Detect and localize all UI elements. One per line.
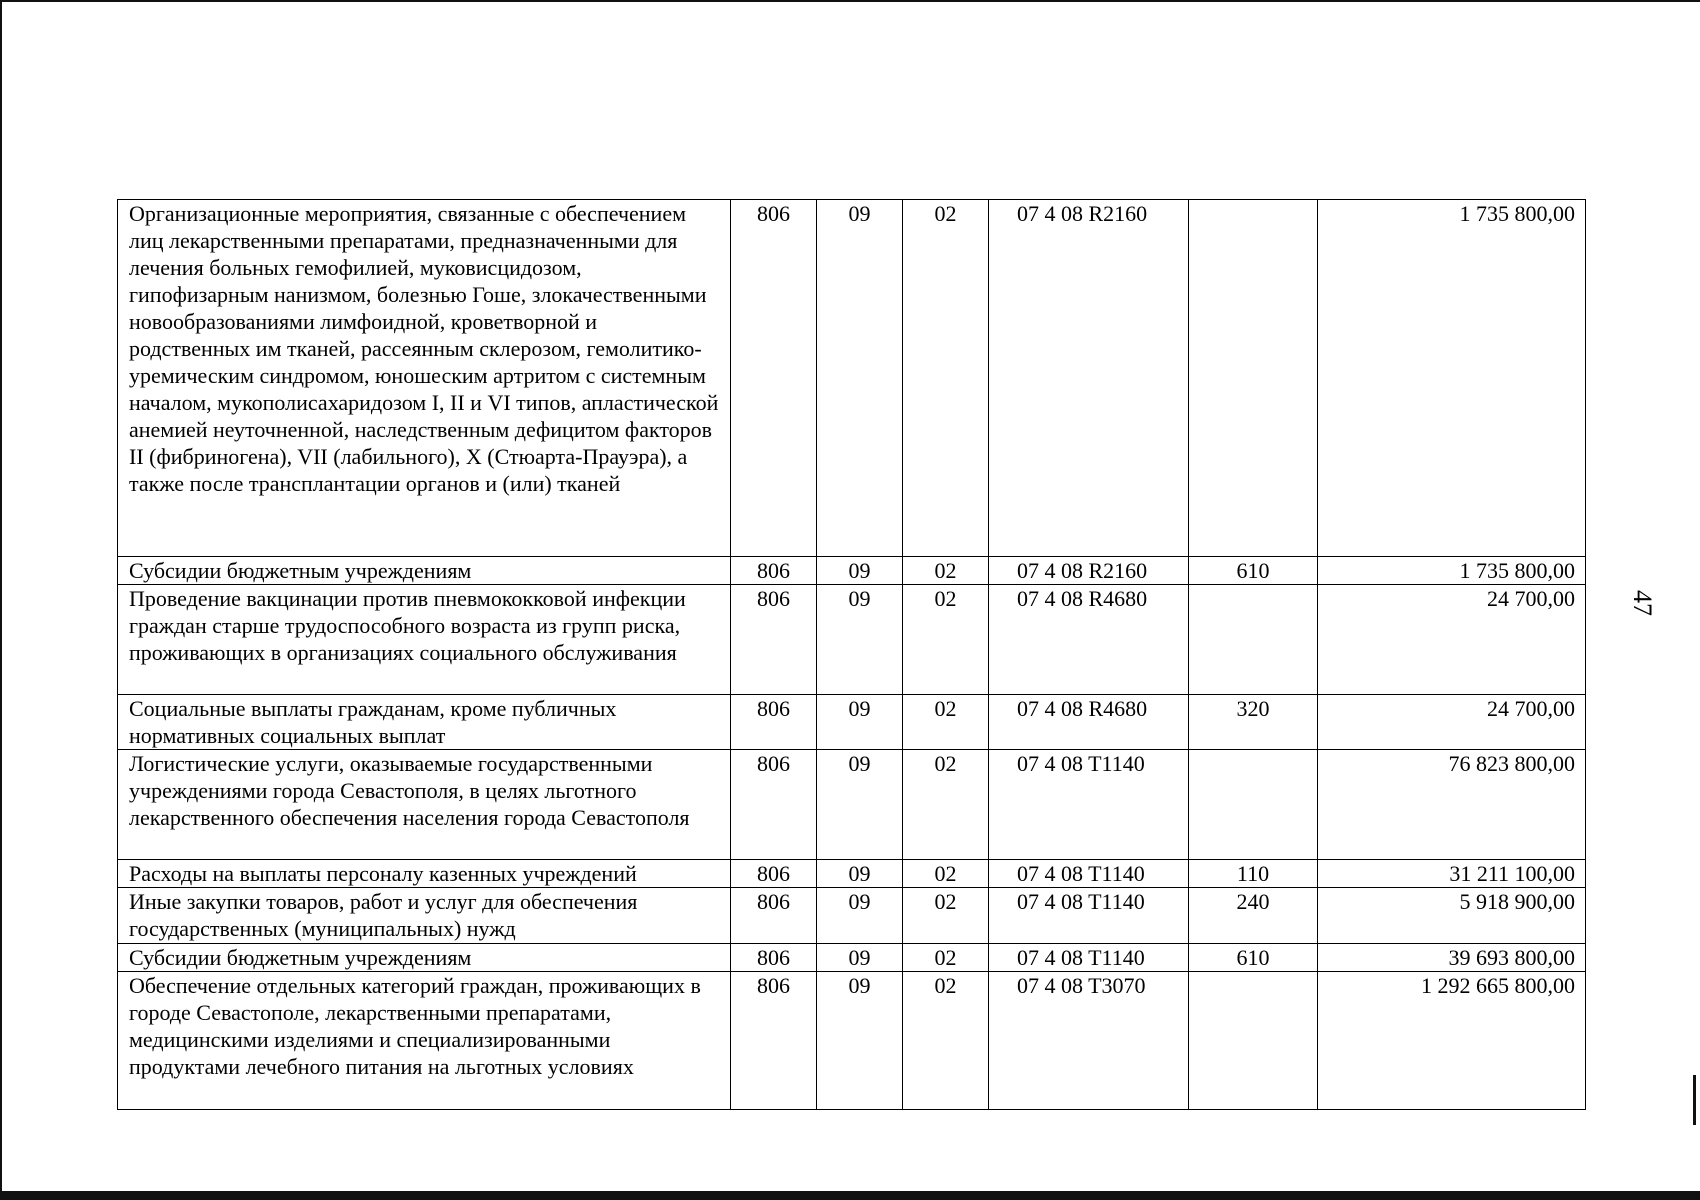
row-name: Организационные мероприятия, связанные с обеспечением лиц лекарственными препаратами, предназначенными для лечения больных гемофилией, муковисцидозом, гипофизарным нанизмом, болезнью Гоше, злокачественными новообразованиями лимфоидной, кроветворной и родственных им тканей, рассеянным склерозом, гемолитико-уремическим синдромом, юношеским артритом с системным началом, мукополисахаридозом I, II и VI типов, апластической анемией неуточненной, наследственным дефицитом факторов II (фибриногена), VII (лабильного), X (Стюарта-Прауэра), а также после трансплантации органов и (или) тканей <box>118 200 731 557</box>
row-name: Иные закупки товаров, работ и услуг для обеспечения государственных (муниципальных) нужд <box>118 888 731 944</box>
scan-border-left <box>0 0 2 1200</box>
row-expense-type: 110 <box>1189 860 1318 888</box>
row-name: Обеспечение отдельных категорий граждан, проживающих в городе Севастополе, лекарственными препаратами, медицинскими изделиями и специализированными продуктами лечебного питания на льготных условиях <box>118 972 731 1110</box>
row-amount: 24 700,00 <box>1318 585 1586 695</box>
table-row <box>118 888 1586 944</box>
row-section: 09 <box>817 557 903 585</box>
row-target-article: 07 4 08 R2160 <box>989 557 1189 585</box>
row-section: 09 <box>817 944 903 972</box>
row-expense-type: 610 <box>1189 557 1318 585</box>
row-name: Социальные выплаты гражданам, кроме публичных нормативных социальных выплат <box>118 695 731 750</box>
row-subsection: 02 <box>903 557 989 585</box>
row-grbs: 806 <box>731 557 817 585</box>
row-expense-type <box>1189 585 1318 695</box>
row-name: Расходы на выплаты персоналу казенных учреждений <box>118 860 731 888</box>
scan-mark-right <box>1693 1075 1696 1125</box>
row-subsection: 02 <box>903 750 989 860</box>
table-row <box>118 695 1586 750</box>
row-section: 09 <box>817 972 903 1110</box>
row-target-article: 07 4 08 R4680 <box>989 695 1189 750</box>
row-name: Субсидии бюджетным учреждениям <box>118 944 731 972</box>
row-target-article: 07 4 08 T1140 <box>989 860 1189 888</box>
row-grbs: 806 <box>731 585 817 695</box>
row-section: 09 <box>817 860 903 888</box>
row-target-article: 07 4 08 T1140 <box>989 888 1189 944</box>
row-subsection: 02 <box>903 888 989 944</box>
page-number: 47 <box>1628 590 1657 616</box>
row-section: 09 <box>817 888 903 944</box>
row-grbs: 806 <box>731 860 817 888</box>
row-subsection: 02 <box>903 860 989 888</box>
budget-table <box>117 199 1586 1110</box>
table-row <box>118 944 1586 972</box>
row-expense-type <box>1189 200 1318 557</box>
table-row <box>118 557 1586 585</box>
row-grbs: 806 <box>731 200 817 557</box>
row-subsection: 02 <box>903 585 989 695</box>
row-amount: 31 211 100,00 <box>1318 860 1586 888</box>
table-row <box>118 860 1586 888</box>
row-name: Проведение вакцинации против пневмококковой инфекции граждан старше трудоспособного возраста из групп риска, проживающих в организациях социального обслуживания <box>118 585 731 695</box>
row-amount: 39 693 800,00 <box>1318 944 1586 972</box>
scan-border-bottom <box>0 1191 1700 1200</box>
table-row <box>118 585 1586 695</box>
row-name: Логистические услуги, оказываемые государственными учреждениями города Севастополя, в целях льготного лекарственного обеспечения населения города Севастополя <box>118 750 731 860</box>
row-expense-type <box>1189 972 1318 1110</box>
row-subsection: 02 <box>903 695 989 750</box>
row-target-article: 07 4 08 T1140 <box>989 944 1189 972</box>
row-grbs: 806 <box>731 888 817 944</box>
row-amount: 1 735 800,00 <box>1318 557 1586 585</box>
table-row <box>118 200 1586 557</box>
row-section: 09 <box>817 695 903 750</box>
row-amount: 1 292 665 800,00 <box>1318 972 1586 1110</box>
row-expense-type: 240 <box>1189 888 1318 944</box>
row-section: 09 <box>817 585 903 695</box>
row-target-article: 07 4 08 R4680 <box>989 585 1189 695</box>
row-target-article: 07 4 08 R2160 <box>989 200 1189 557</box>
row-amount: 24 700,00 <box>1318 695 1586 750</box>
row-expense-type <box>1189 750 1318 860</box>
table-row <box>118 750 1586 860</box>
table-row <box>118 972 1586 1110</box>
row-subsection: 02 <box>903 972 989 1110</box>
row-grbs: 806 <box>731 750 817 860</box>
row-grbs: 806 <box>731 972 817 1110</box>
row-subsection: 02 <box>903 944 989 972</box>
row-target-article: 07 4 08 T3070 <box>989 972 1189 1110</box>
row-name: Субсидии бюджетным учреждениям <box>118 557 731 585</box>
row-target-article: 07 4 08 T1140 <box>989 750 1189 860</box>
row-amount: 1 735 800,00 <box>1318 200 1586 557</box>
row-section: 09 <box>817 750 903 860</box>
row-subsection: 02 <box>903 200 989 557</box>
row-amount: 5 918 900,00 <box>1318 888 1586 944</box>
row-expense-type: 320 <box>1189 695 1318 750</box>
row-section: 09 <box>817 200 903 557</box>
row-expense-type: 610 <box>1189 944 1318 972</box>
row-grbs: 806 <box>731 695 817 750</box>
scan-border-top <box>0 0 1700 2</box>
row-amount: 76 823 800,00 <box>1318 750 1586 860</box>
row-grbs: 806 <box>731 944 817 972</box>
